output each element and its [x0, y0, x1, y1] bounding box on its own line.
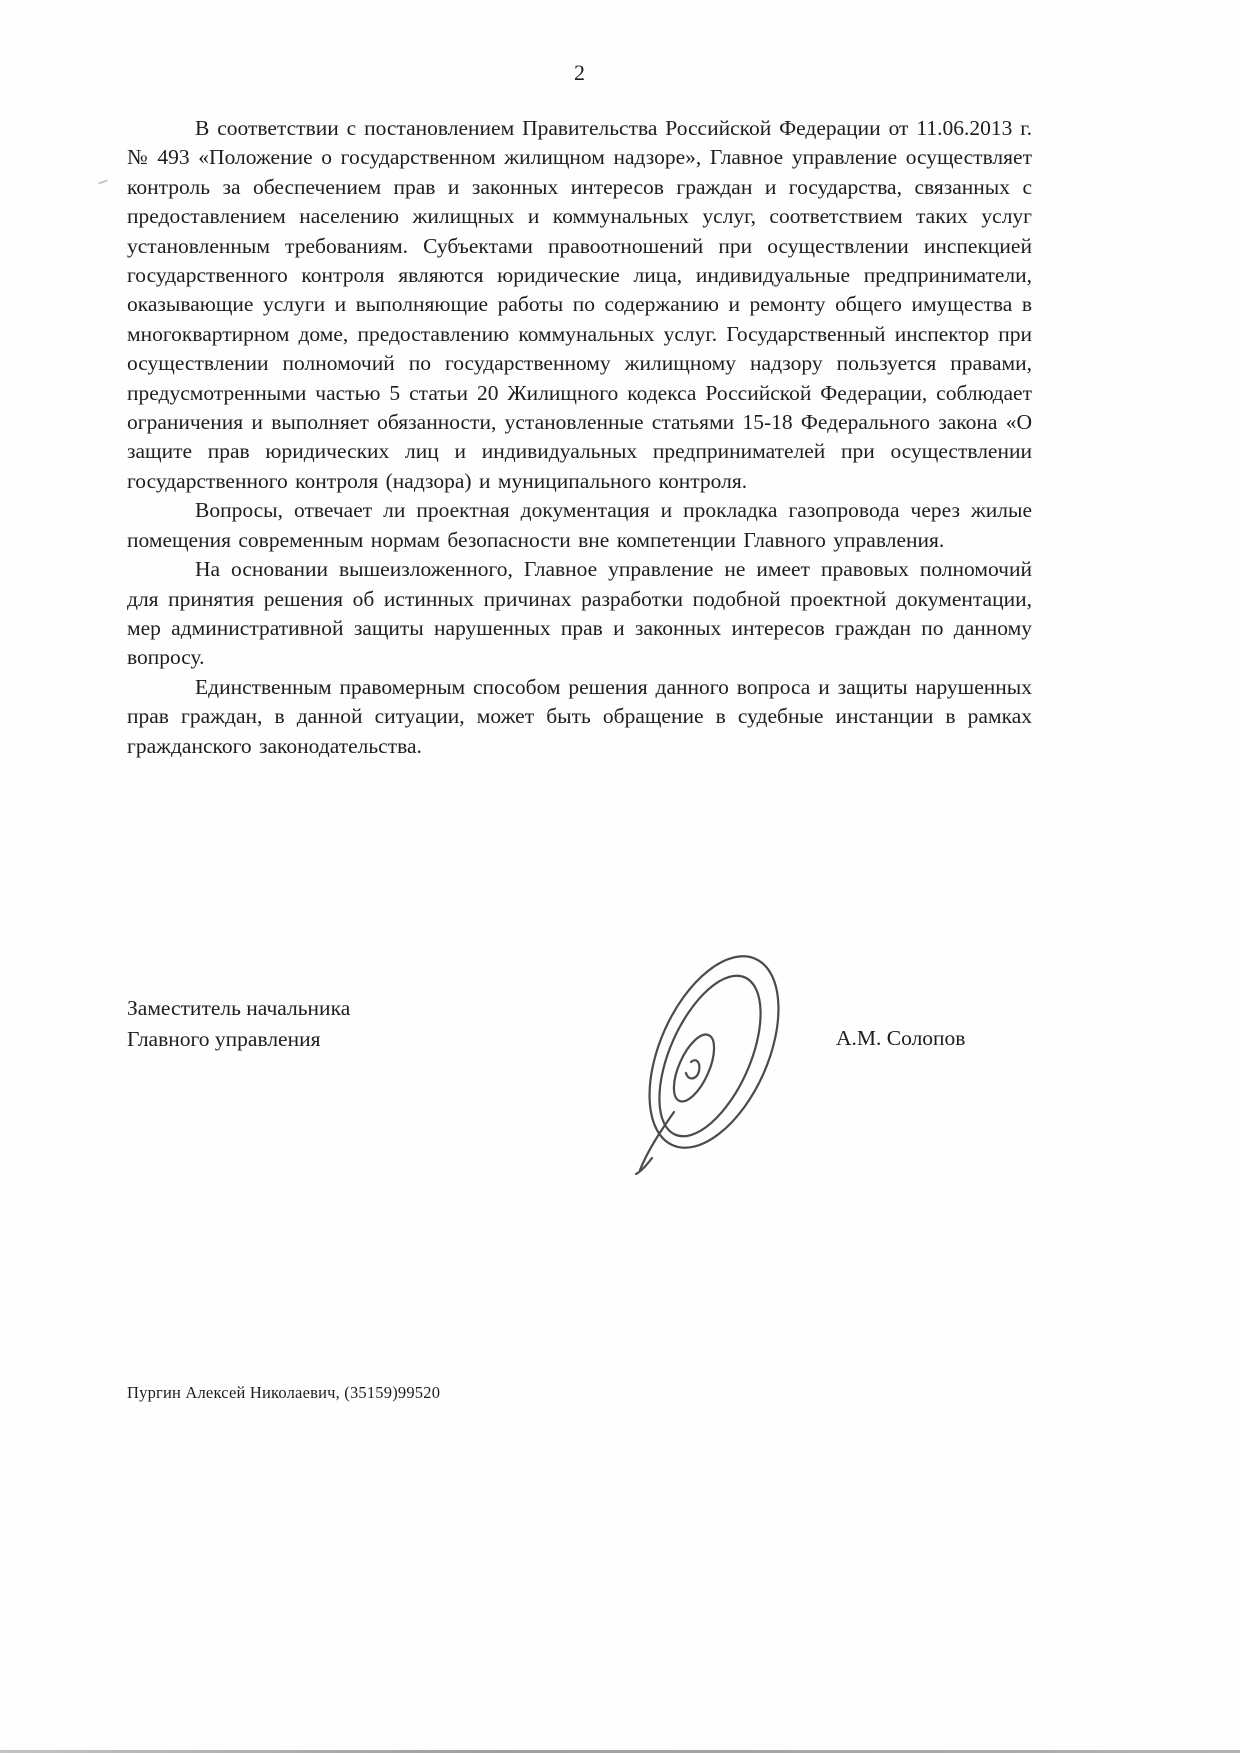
paragraph-conclusion: На основании вышеизложенного, Главное управление не имеет правовых полномочий для принятия решения об истинных причинах разработки подобной проектной документации, мер административной защиты нарушенных прав и законных интересов граждан по данному вопросу. [127, 557, 1032, 670]
signer-name: А.М. Солопов [836, 1026, 966, 1050]
executor-contact: Пургин Алексей Николаевич, (35159)99520 [127, 1383, 441, 1402]
signer-position-line1: Заместитель начальника [127, 996, 351, 1020]
signer-position [127, 993, 350, 1055]
scan-artifact [98, 179, 108, 184]
letter-body [127, 114, 1032, 761]
page-number: 2 [574, 60, 585, 85]
paragraph-legal-basis: В соответствии с постановлением Правительства Российской Федерации от 11.06.2013 г. № 493 «Положение о государственном жилищном надзоре», Главное управление осуществляет контроль за обеспечением прав и законных интересов граждан и государства, связанных с предоставлением населению жилищных и коммунальных услуг, соответствием таких услуг установленным требованиям. Субъектами правоотношений при осуществлении инспекцией государственного контроля являются юридические лица, индивидуальные предприниматели, оказывающие услуги и выполняющие работы по содержанию и ремонту общего имущества в многоквартирном доме, предоставлению коммунальных услуг. Государственный инспектор при осуществлении полномочий по государственному жилищному надзору пользуется правами, предусмотренными частью 5 статьи 20 Жилищного кодекса Российской Федерации, соблюдает ограничения и выполняет обязанности, установленные статьями 15-18 Федерального закона «О защите прав юридических лиц и индивидуальных предпринимателей при осуществлении государственного контроля (надзора) и муниципального контроля. [127, 116, 1032, 493]
handwritten-signature-icon [622, 940, 802, 1175]
paragraph-competence: Вопросы, отвечает ли проектная документация и прокладка газопровода через жилые помещения современным нормам безопасности вне компетенции Главного управления. [127, 498, 1032, 552]
signer-position-line2: Главного управления [127, 1027, 321, 1051]
paragraph-recommendation: Единственным правомерным способом решения данного вопроса и защиты нарушенных прав граждан, в данной ситуации, может быть обращение в судебные инстанции в рамках гражданского законодательства. [127, 674, 1032, 758]
